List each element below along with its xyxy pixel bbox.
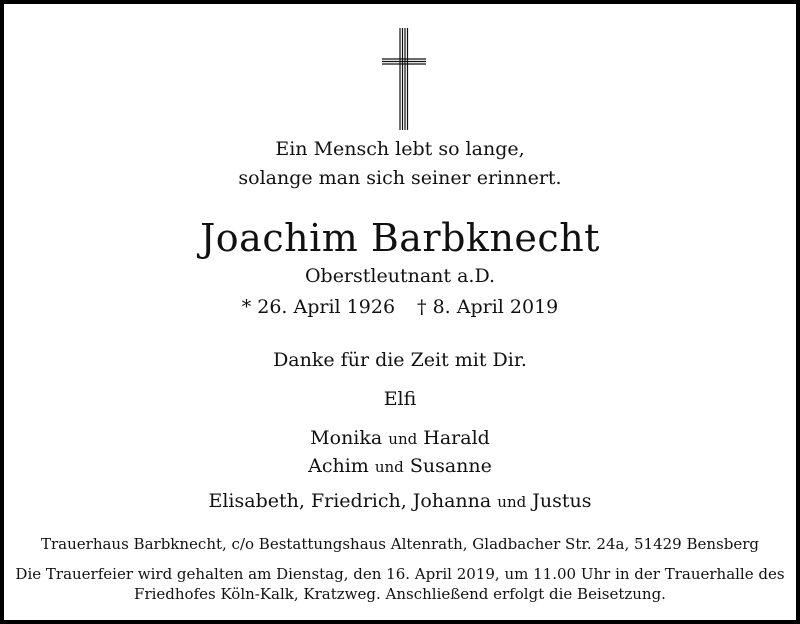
conjunction: und [497, 493, 527, 511]
spouse-name: Elfi [383, 388, 417, 410]
deceased-rank: Oberstleutnant a.D. [304, 265, 496, 287]
family-name: Harald [423, 427, 490, 449]
birth-date: * 26. April 1926 [241, 296, 396, 318]
death-date: † 8. April 2019 [417, 296, 559, 318]
quote-line-1: Ein Mensch lebt so lange, [275, 138, 525, 160]
grandchildren-line [4, 490, 796, 512]
family-name: Susanne [409, 455, 492, 477]
family-couple-1 [4, 427, 796, 449]
grandchildren-names: Elisabeth, Friedrich, Johanna [208, 490, 492, 512]
conjunction: und [388, 430, 418, 448]
cross-icon [380, 26, 428, 134]
footer-address: Trauerhaus Barbknecht, c/o Bestattungshaus Altenrath, Gladbacher Str. 24a, 51429 Bensberg [41, 535, 759, 553]
family-couple-2 [4, 455, 796, 477]
family-name: Monika [310, 427, 383, 449]
grandchildren-last-name: Justus [532, 490, 592, 512]
thanks-line: Danke für die Zeit mit Dir. [273, 349, 527, 371]
footer-ceremony-line-2: Friedhofes Köln-Kalk, Kratzweg. Anschließend erfolgt die Beisetzung. [134, 585, 666, 603]
deceased-name: Joachim Barbknecht [200, 216, 600, 260]
life-dates [4, 296, 796, 318]
quote-line-2: solange man sich seiner erinnert. [238, 167, 562, 189]
family-name: Achim [308, 455, 369, 477]
conjunction: und [374, 458, 404, 476]
footer-ceremony-line-1: Die Trauerfeier wird gehalten am Dienstag, den 16. April 2019, um 11.00 Uhr in der Trauerhalle des [15, 565, 785, 583]
